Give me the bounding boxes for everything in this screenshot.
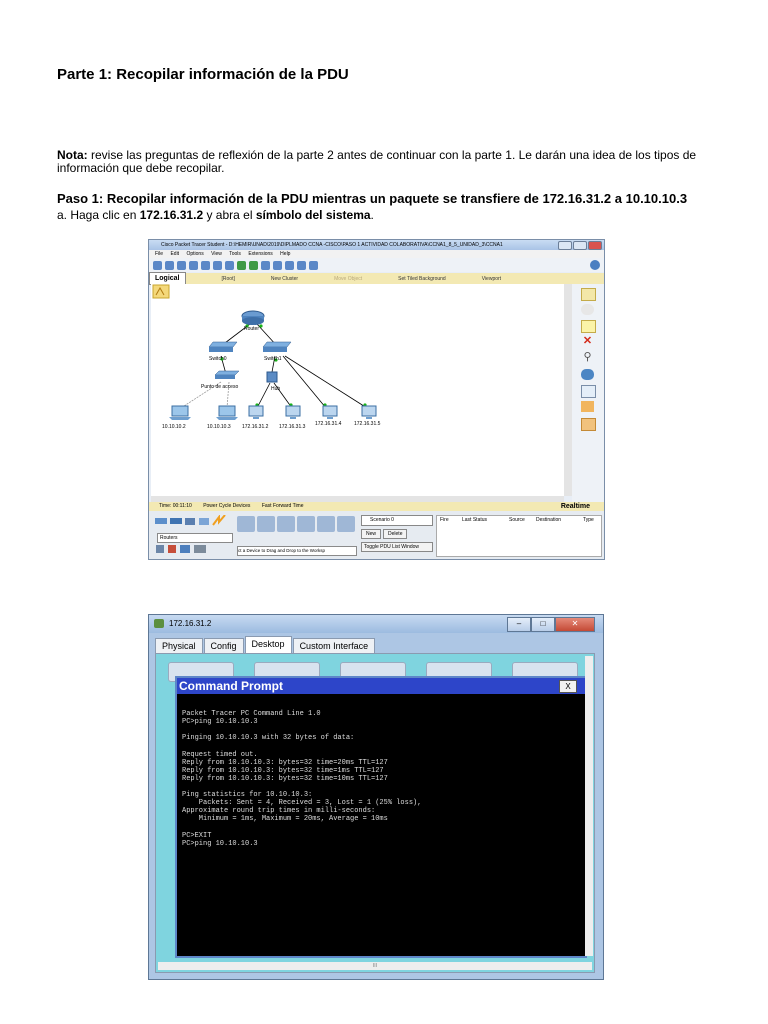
open-folder-icon[interactable]	[165, 261, 174, 270]
copy-icon[interactable]	[213, 261, 222, 270]
pc-label: 172.16.31.3	[279, 424, 306, 430]
scenario-panel	[361, 515, 433, 555]
scenario-select[interactable]: Scenario 0	[361, 515, 433, 526]
pt-window-buttons	[558, 241, 602, 250]
switch-category-icon[interactable]	[170, 518, 182, 524]
cmd-line: Packet Tracer PC Command Line 1.0	[182, 710, 321, 719]
canvas-vertical-scrollbar[interactable]	[564, 284, 572, 496]
cmd-line: Pinging 10.10.10.3 with 32 bytes of data:	[182, 734, 355, 743]
command-prompt-close-button[interactable]: X	[559, 680, 577, 693]
pdu-col-last-status: Last Status	[462, 517, 488, 523]
desktop-vertical-scrollbar[interactable]	[585, 656, 593, 956]
switch1-icon[interactable]	[263, 342, 291, 352]
pt-menubar	[149, 250, 604, 258]
note-label: Nota:	[57, 148, 88, 162]
cmd-line: PC>ping 10.10.10.3	[182, 718, 258, 727]
pc-label: 172.16.31.4	[315, 421, 342, 427]
complex-pdu-icon[interactable]	[581, 418, 596, 431]
switch1-label: Switch1	[264, 356, 282, 362]
pt-maximize-button[interactable]	[573, 241, 587, 250]
note-text: revise las preguntas de reflexión de la parte 2 antes de continuar con la parte 1. Le darán una idea de los tipos de información que debe recopilar.	[57, 148, 697, 175]
desktop-area	[155, 653, 595, 973]
zoom-out-icon[interactable]	[285, 261, 294, 270]
pt-close-button[interactable]	[588, 241, 602, 250]
pt-right-toolbar	[572, 284, 604, 506]
cmd-line: Reply from 10.10.10.3: bytes=32 time=20ms TTL=127	[182, 758, 388, 767]
instruction	[57, 208, 374, 222]
maximize-button[interactable]: □	[531, 617, 555, 632]
draw-shape-icon[interactable]	[581, 369, 594, 380]
hub-icon[interactable]	[267, 372, 277, 382]
cmd-line: Packets: Sent = 4, Received = 3, Lost = 1 (25% loss),	[182, 799, 422, 808]
cmd-line: Ping statistics for 10.10.10.3:	[182, 791, 313, 800]
custom-device-icon[interactable]	[309, 261, 318, 270]
pc-tabs	[155, 638, 376, 653]
device-tile[interactable]	[277, 516, 295, 532]
device-tile[interactable]	[297, 516, 315, 532]
zoom-reset-icon[interactable]	[273, 261, 282, 270]
pt-menu-extensions[interactable]: Extensions	[248, 251, 273, 257]
pt-menu-view[interactable]: View	[211, 251, 222, 257]
drawing-palette-icon[interactable]	[297, 261, 306, 270]
cmd-line: Request timed out.	[182, 750, 258, 759]
command-prompt-title: Command Prompt	[179, 679, 284, 693]
hub-label: Hub	[271, 386, 281, 392]
packet-tracer-app-icon	[154, 619, 164, 628]
section-heading: Parte 1: Recopilar información de la PDU	[57, 66, 349, 83]
new-cluster-button[interactable]: New Cluster	[270, 275, 299, 282]
undo-icon[interactable]	[237, 261, 246, 270]
connections-category-icon[interactable]	[213, 515, 225, 525]
toggle-pdu-list-button[interactable]: Toggle PDU List Window	[361, 542, 433, 552]
tiled-background-button[interactable]: Set Tiled Background	[398, 275, 446, 282]
close-button[interactable]: ✕	[555, 617, 595, 632]
simple-pdu-icon[interactable]	[581, 401, 594, 412]
device-model-tiles	[237, 516, 355, 532]
topology-diagram	[151, 284, 564, 496]
pt-status-bar	[149, 502, 604, 511]
command-prompt-window	[175, 676, 587, 958]
pdu-list-table	[436, 515, 602, 557]
laptop-icon[interactable]	[216, 406, 238, 420]
device-tile[interactable]	[257, 516, 275, 532]
packet-tracer-screenshot	[148, 239, 605, 560]
step-title: Paso 1: Recopilar información de la PDU mientras un paquete se transfiere de 172.16.31.2 a 10.10.10.3	[57, 191, 688, 206]
tab-custom-interface[interactable]: Custom Interface	[293, 638, 376, 653]
instruction-bold: símbolo del sistema	[255, 208, 371, 222]
pc-titlebar	[149, 615, 603, 633]
pc-label: 172.16.31.5	[354, 421, 381, 427]
pt-menu-edit[interactable]: Edit	[170, 251, 180, 257]
device-type-icons	[153, 543, 233, 555]
pc-label: 10.10.10.3	[207, 424, 231, 430]
pc-window-screenshot	[148, 614, 604, 980]
router-label: Router	[244, 326, 260, 332]
pc-icon[interactable]	[249, 406, 263, 419]
pc-icon[interactable]	[362, 406, 376, 419]
security-icon[interactable]	[168, 545, 176, 553]
pt-toolbar	[149, 258, 604, 272]
print-icon[interactable]	[189, 261, 198, 270]
pt-workspace-bar	[149, 273, 604, 284]
pt-menu-help[interactable]: Help	[280, 251, 291, 257]
wireless-category-icon[interactable]	[199, 518, 209, 525]
pdu-col-source: Source	[509, 517, 525, 523]
pc-label: 172.16.31.2	[242, 424, 269, 430]
device-tile[interactable]	[237, 516, 255, 532]
tab-config[interactable]: Config	[204, 638, 244, 653]
cmd-line: PC>EXIT	[182, 831, 212, 840]
zoom-in-icon[interactable]	[261, 261, 270, 270]
cmd-line	[182, 742, 421, 750]
access-point-label: Punto de acceso	[201, 384, 239, 390]
realtime-mode-label[interactable]: Realtime	[560, 503, 590, 510]
custom-made-icon[interactable]	[194, 545, 206, 553]
link-switch1-pc5	[283, 356, 326, 408]
note-paragraph	[57, 149, 727, 175]
wan-emu-icon[interactable]	[180, 545, 190, 553]
device-hint: ct a Device to Drag and Drop to the Worksp	[237, 546, 357, 556]
link-switch1-pc6	[285, 356, 367, 408]
link-hub-pc3	[257, 383, 270, 408]
topology-canvas[interactable]	[151, 284, 564, 496]
select-icon[interactable]	[581, 288, 596, 301]
scenario-buttons	[361, 529, 433, 539]
new-file-icon[interactable]	[153, 261, 162, 270]
pt-minimize-button[interactable]	[558, 241, 572, 250]
delete-scenario-button[interactable]: Delete	[383, 529, 407, 539]
switch0-label: Switch0	[209, 356, 227, 362]
switch0-icon[interactable]	[209, 342, 237, 352]
pc-window-title: 172.16.31.2	[169, 619, 212, 628]
hub-category-icon[interactable]	[185, 518, 195, 525]
fast-forward-button[interactable]: Fast Forward Time	[261, 503, 304, 509]
access-point-icon[interactable]	[215, 371, 239, 379]
delete-icon[interactable]: ✕	[582, 335, 593, 347]
cmd-line	[182, 823, 421, 831]
hand-icon[interactable]	[581, 304, 594, 315]
pt-menu-file[interactable]: File	[155, 251, 164, 257]
router-icon[interactable]	[242, 311, 264, 325]
pt-menu-options[interactable]: Options	[186, 251, 204, 257]
cmd-line	[182, 783, 421, 791]
pc-icon[interactable]	[323, 406, 337, 419]
pdu-col-destination: Destination	[536, 517, 562, 523]
move-object-button[interactable]: Move Object	[334, 275, 363, 282]
wizard-icon[interactable]	[201, 261, 210, 270]
tab-desktop[interactable]: Desktop	[245, 636, 292, 653]
pc-icon[interactable]	[286, 406, 300, 419]
cmd-line: Reply from 10.10.10.3: bytes=32 time=1ms TTL=127	[182, 766, 384, 775]
instruction-ip: 172.16.31.2	[139, 208, 204, 222]
note-icon[interactable]	[581, 320, 596, 333]
end-device-icon[interactable]	[156, 545, 164, 553]
pt-menu-tools[interactable]: Tools	[229, 251, 241, 257]
laptop-icon[interactable]	[169, 406, 191, 420]
inspect-icon[interactable]: ⚲	[583, 351, 592, 363]
router-category-icon[interactable]	[155, 518, 167, 524]
paste-icon[interactable]	[225, 261, 234, 270]
cluster-icon[interactable]	[153, 285, 169, 298]
cmd-line	[182, 726, 421, 734]
instruction-end: .	[370, 208, 374, 222]
pt-titlebar	[149, 240, 604, 250]
root-link[interactable]: [Root]	[221, 275, 235, 282]
pt-bottom-panel	[149, 511, 604, 559]
instruction-prefix: a. Haga clic en	[57, 208, 140, 222]
cmd-line: Minimum = 1ms, Maximum = 20ms, Average = 10ms	[182, 815, 388, 824]
pc-label: 10.10.10.2	[162, 424, 186, 430]
help-icon[interactable]	[590, 260, 600, 270]
redo-icon[interactable]	[249, 261, 258, 270]
instruction-mid: y abra el	[203, 208, 256, 222]
device-tile[interactable]	[317, 516, 335, 532]
pc-window-buttons	[507, 617, 595, 632]
viewport-button[interactable]: Viewport	[481, 275, 502, 282]
resize-icon[interactable]	[581, 385, 596, 398]
desktop-horizontal-scrollbar[interactable]: III	[158, 962, 592, 970]
command-prompt-titlebar	[177, 678, 585, 694]
cmd-line: Reply from 10.10.10.3: bytes=32 time=10ms TTL=127	[182, 774, 388, 783]
pt-title-text: Cisco Packet Tracer Student - D:\HEMIR\UNAD\2019\DIPLMADO CCNA -CISCO\PASO 1 ACTIVIDAD COLABORATIVA\CCNA1_8_5_UNIDAD_3\CCNA1	[161, 242, 503, 248]
device-category-panel	[153, 515, 233, 553]
link-light	[259, 324, 262, 327]
pdu-col-type: Type	[583, 517, 594, 523]
cmd-line: PC>ping 10.10.10.3	[182, 839, 258, 848]
power-cycle-button[interactable]: Power Cycle Devices	[203, 503, 251, 509]
device-category-icons	[153, 515, 233, 529]
device-category-label: Routers	[157, 533, 233, 543]
device-tile[interactable]	[337, 516, 355, 532]
logical-tab[interactable]: Logical	[149, 272, 186, 285]
cmd-line: Approximate round trip times in milli-seconds:	[182, 807, 376, 816]
new-scenario-button[interactable]: New	[361, 529, 381, 539]
tab-physical[interactable]: Physical	[155, 638, 203, 653]
save-icon[interactable]	[177, 261, 186, 270]
minimize-button[interactable]: –	[507, 617, 531, 632]
time-display: Time: 00:11:10	[159, 503, 192, 509]
pdu-col-fire: Fire	[440, 517, 449, 523]
command-output[interactable]	[182, 702, 421, 864]
